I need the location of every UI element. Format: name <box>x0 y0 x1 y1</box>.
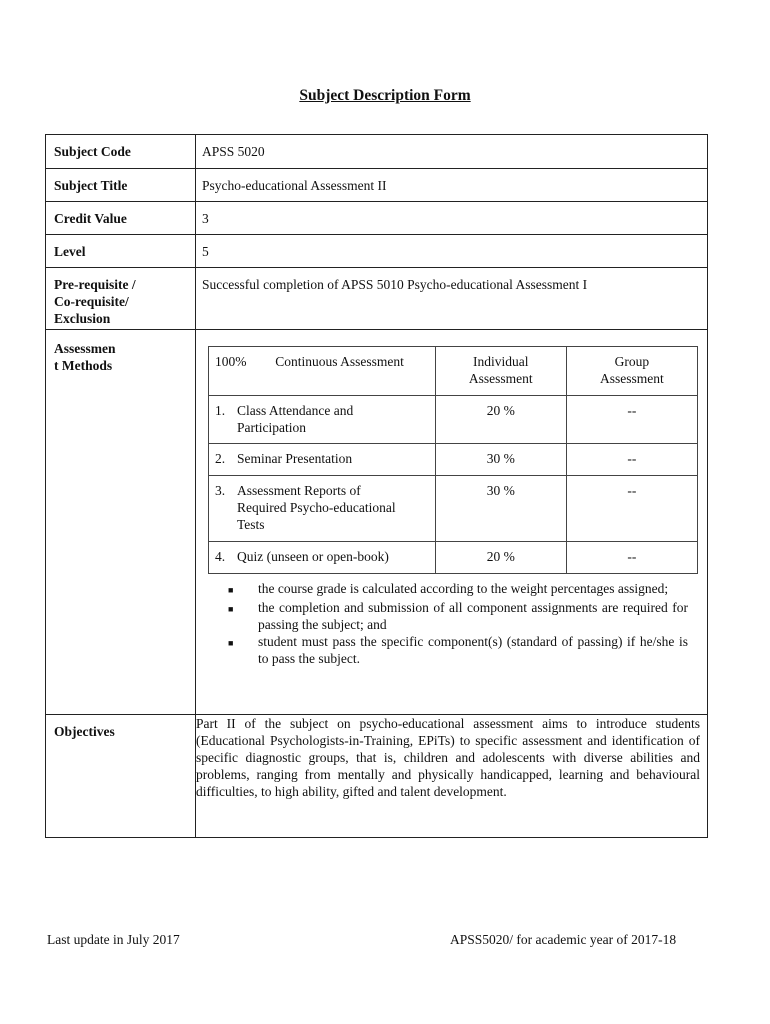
assessment-row <box>209 542 698 574</box>
square-bullet-icon: ■ <box>228 638 234 648</box>
prerequisite-value: Successful completion of APSS 5010 Psycho-educational Assessment I <box>202 277 588 292</box>
assessment-item-cell <box>209 476 436 542</box>
item-line: Assessment Reports of <box>237 483 361 498</box>
item-number: 1. <box>215 403 226 418</box>
row-level <box>46 235 707 268</box>
assessment-header-individual <box>435 347 566 396</box>
subject-code-value: APSS 5020 <box>202 144 265 159</box>
square-bullet-icon: ■ <box>228 604 234 614</box>
group-header-line-1: Group <box>614 354 650 369</box>
row-prerequisite <box>46 268 707 330</box>
item-line: Quiz (unseen or open-book) <box>237 549 389 564</box>
assessment-header-group <box>566 347 697 396</box>
prerequisite-label-line-2: Co-requisite/ <box>54 294 129 309</box>
prerequisite-label <box>46 268 196 329</box>
note-text: the completion and submission of all component assignments are required for passing the subject; and <box>258 600 688 632</box>
objectives-text: Part II of the subject on psycho-educational assessment aims to introduce students (Educational Psychologists-in-Training, EPiTs) to specific assessment and identification of specific diagnostic groups, that is, children and adolescents with diverse abilities and problems, ranging from mentally and physically handicapped, learning and behavioural difficulties, to high ability, gifted and talent development. <box>196 716 700 799</box>
subject-title-value: Psycho-educational Assessment II <box>202 178 387 193</box>
row-subject-code <box>46 135 707 169</box>
square-bullet-icon: ■ <box>228 585 234 595</box>
item-number: 3. <box>215 483 226 498</box>
list-item <box>228 633 688 667</box>
individual-header-line-1: Individual <box>473 354 529 369</box>
list-item <box>228 599 688 633</box>
assessment-table <box>208 346 698 574</box>
assessment-notes-list <box>228 580 688 667</box>
assessment-percent: 100% <box>215 354 247 369</box>
individual-weight: 20 % <box>435 396 566 444</box>
assessment-item-cell <box>209 444 436 476</box>
assessment-header-row <box>209 347 698 396</box>
item-number: 4. <box>215 549 226 564</box>
group-weight: -- <box>566 542 697 574</box>
individual-header-line-2: Assessment <box>468 371 533 386</box>
assessment-row <box>209 396 698 444</box>
item-line: Tests <box>237 517 265 532</box>
objectives-label-text: Objectives <box>54 724 115 739</box>
assessment-label-line-1: Assessmen <box>54 341 116 356</box>
item-line: Required Psycho-educational <box>237 500 396 515</box>
item-number: 2. <box>215 451 226 466</box>
item-line: Class Attendance and <box>237 403 354 418</box>
row-credit-value <box>46 202 707 235</box>
prerequisite-label-line-3: Exclusion <box>54 311 111 326</box>
level-value: 5 <box>202 244 209 259</box>
subject-code-label: Subject Code <box>46 135 196 168</box>
subject-title-label: Subject Title <box>46 169 196 201</box>
individual-weight: 30 % <box>435 444 566 476</box>
note-text: student must pass the specific component(s) (standard of passing) if he/she is to pass the subject. <box>258 634 688 666</box>
note-text: the course grade is calculated according to the weight percentages assigned; <box>258 581 669 596</box>
individual-weight: 20 % <box>435 542 566 574</box>
prerequisite-label-line-1: Pre-requisite / <box>54 277 136 292</box>
item-line: Seminar Presentation <box>237 451 353 466</box>
assessment-item-cell <box>209 396 436 444</box>
group-header-line-2: Assessment <box>600 371 664 386</box>
list-item <box>228 580 688 599</box>
assessment-type: Continuous Assessment <box>275 354 404 369</box>
footer-last-update: Last update in July 2017 <box>47 932 180 947</box>
assessment-row <box>209 444 698 476</box>
group-weight: -- <box>566 396 697 444</box>
group-weight: -- <box>566 444 697 476</box>
item-line: Participation <box>237 420 306 435</box>
footer-academic-year: APSS5020/ for academic year of 2017-18 <box>450 932 677 947</box>
assessment-header-type <box>209 347 436 396</box>
row-subject-title <box>46 169 707 202</box>
assessment-row <box>209 476 698 542</box>
individual-weight: 30 % <box>435 476 566 542</box>
form-title: Subject Description Form <box>299 87 471 104</box>
assessment-item-cell <box>209 542 436 574</box>
objectives-label <box>46 715 196 837</box>
group-weight: -- <box>566 476 697 542</box>
credit-value-label: Credit Value <box>46 202 196 234</box>
credit-value-value: 3 <box>202 211 209 226</box>
level-label: Level <box>46 235 196 267</box>
assessment-methods-label <box>46 330 196 714</box>
assessment-label-line-2: t Methods <box>54 358 113 373</box>
